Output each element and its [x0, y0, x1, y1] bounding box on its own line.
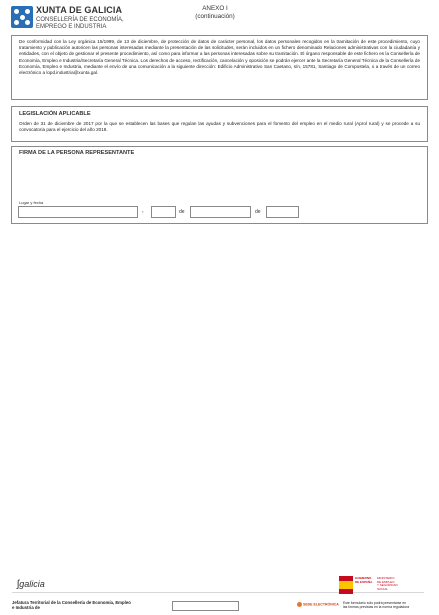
legislation-box — [11, 106, 428, 142]
recipient-label: Jefatura Territorial de la Consellería de Economía, Empleo e Industria de — [12, 600, 131, 611]
legislation-text: Orden de 31 de diciembre de 2017 por la que se establecen las bases que regulan las ayudas y subvenciones para el fomento del empleo en el medio rural (Aprol rural) y se procede a su convocatoria para el ejercicio del año 2018. — [19, 121, 420, 133]
data-protection-box — [11, 35, 428, 100]
year-field[interactable] — [266, 206, 299, 218]
data-protection-text: De conformidad con la Ley orgánica 15/1999, de 13 de diciembre, de protección de datos de carácter personal, los datos personales recogidos en la tramitación de este procedimiento, cuyo tratamiento y publicación autoricen las personas interesadas mediante la presentación de las solicitudes, serán incluidos en un fichero denominado Relaciones administrativas con la ciudadanía y entidades, con el objeto de gestionar el presente procedimiento, así como para informar a las personas interesadas sobre su tramitación. El órgano responsable de este fichero es la Consellería de Economía, Empleo e Industria/Secretaría General Técnica. Los derechos de acceso, rectificación, cancelación y oposición se podrán ejercer ante la Secretaría General Técnica de la Consellería de Economía, Empleo e Industria, mediante el envío de una comunicación a la siguiente dirección: Edificio Administrativo San Caetano, s/n, 15781, Santiago de Compostela, o a través de un correo electrónico a lopd.industria@xunta.gal. — [19, 39, 420, 76]
signature-title: FIRMA DE LA PERSONA REPRESENTANTE — [19, 150, 135, 156]
recipient-field[interactable] — [172, 601, 239, 611]
de-separator-1: de — [179, 209, 185, 215]
xunta-crest-icon — [11, 6, 33, 28]
day-field[interactable] — [151, 206, 176, 218]
spain-government-logo: GOBIERNO DE ESPAÑA MINISTERIO DE EMPLEO Y SEGURIDAD SOCIAL — [339, 576, 403, 596]
place-field[interactable] — [18, 206, 138, 218]
month-field[interactable] — [190, 206, 251, 218]
place-date-label: Lugar y fecha — [19, 200, 44, 205]
department-name: CONSELLERÍA DE ECONOMÍA, EMPREGO E INDUSTRIA — [36, 17, 124, 31]
submission-note: Este formulario sólo podrá presentarse en las formas previstas en la norma reguladora — [343, 601, 410, 609]
annex-heading: ANEXO I (continuación) — [195, 5, 235, 20]
galicia-logo: ʃgalicia — [17, 579, 45, 590]
de-separator-2: de — [255, 209, 261, 215]
legislation-title: LEGISLACIÓN APLICABLE — [19, 111, 91, 117]
sede-electronica-link[interactable]: SEDE ELECTRÓNICA — [297, 602, 339, 607]
comma-separator: , — [142, 208, 144, 214]
org-name: XUNTA DE GALICIA — [36, 5, 123, 15]
